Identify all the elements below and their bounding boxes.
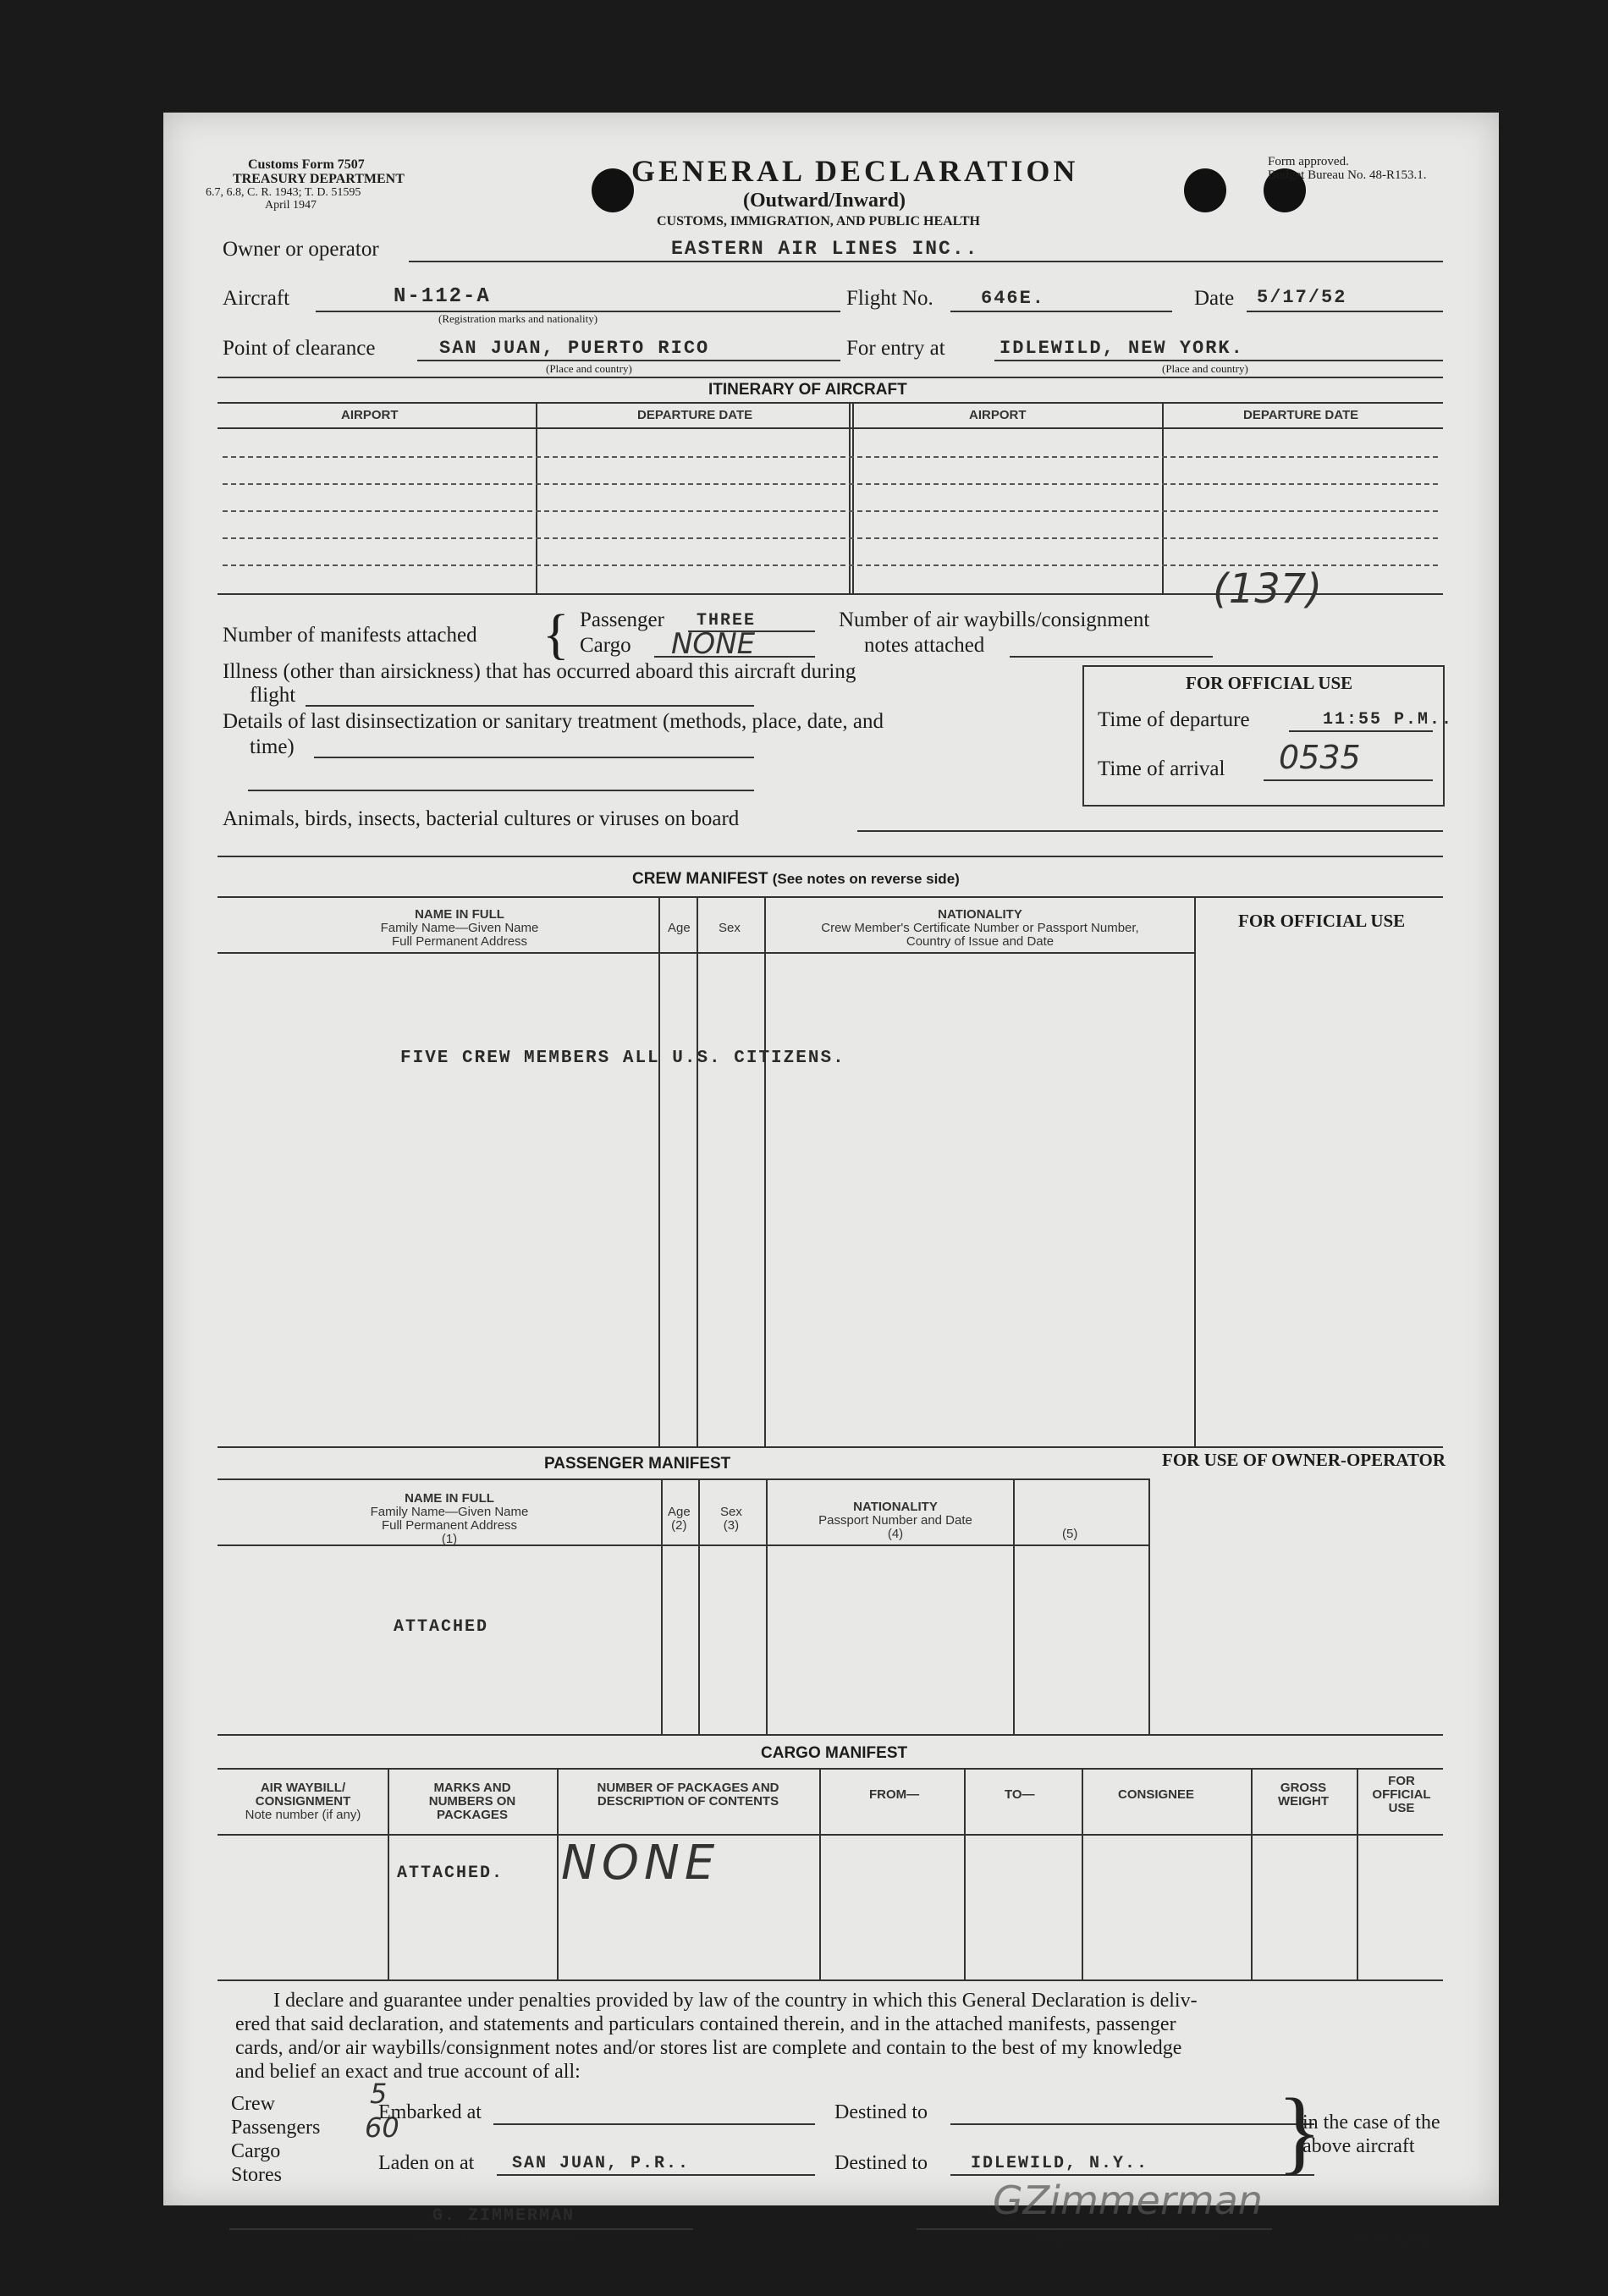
commander-signature: GZimmerman bbox=[993, 2178, 1263, 2223]
decl-destined-2: Destined to bbox=[834, 2152, 928, 2174]
itinerary-col-departure-1: DEPARTURE DATE bbox=[637, 408, 753, 422]
cargo-col-official: FOR OFFICIAL USE bbox=[1372, 1774, 1431, 1815]
decl-destined-1: Destined to bbox=[834, 2101, 928, 2123]
decl-laden: Laden on at bbox=[378, 2152, 475, 2174]
clearance-label: Point of clearance bbox=[223, 337, 376, 360]
manifests-label: Number of manifests attached bbox=[223, 624, 477, 647]
form-subsubtitle: CUSTOMS, IMMIGRATION, AND PUBLIC HEALTH bbox=[657, 214, 980, 228]
passenger-count: THREE bbox=[697, 611, 757, 630]
departure-value: 11:55 P.M.. bbox=[1323, 710, 1454, 730]
approval-line-1: Form approved. bbox=[1268, 155, 1349, 168]
form-title: GENERAL DECLARATION bbox=[631, 154, 1079, 188]
decl-crew-count: 5 bbox=[370, 2078, 388, 2110]
cargo-manifest-title: CARGO MANIFEST bbox=[761, 1744, 908, 1762]
crew-col-age: Age bbox=[668, 921, 691, 935]
arrival-label: Time of arrival bbox=[1098, 757, 1225, 780]
itinerary-col-airport-1: AIRPORT bbox=[341, 408, 399, 422]
form-date: April 1947 bbox=[265, 199, 317, 212]
owner-value: EASTERN AIR LINES INC.. bbox=[671, 238, 979, 260]
owner-label: Owner or operator bbox=[223, 238, 379, 261]
crew-entry: FIVE CREW MEMBERS ALL U.S. CITIZENS. bbox=[400, 1049, 845, 1068]
aircraft-label: Aircraft bbox=[223, 287, 290, 310]
aircraft-value: N-112-A bbox=[394, 285, 491, 308]
arrival-value: 0535 bbox=[1279, 739, 1361, 776]
cargo-count: NONE bbox=[671, 627, 756, 661]
commander-caption: (Name of aircraft commander) bbox=[417, 2230, 573, 2244]
clearance-value: SAN JUAN, PUERTO RICO bbox=[439, 338, 710, 359]
commander-name: G. ZIMMERMAN bbox=[432, 2206, 575, 2226]
cargo-col-to: TO— bbox=[1005, 1787, 1035, 1802]
decl-brace: } bbox=[1277, 2079, 1322, 2183]
cargo-label: Cargo bbox=[580, 634, 631, 657]
stamp-number: (137) bbox=[1213, 565, 1323, 613]
manifests-brace: { bbox=[542, 603, 570, 665]
entry-caption: (Place and country) bbox=[1162, 362, 1248, 375]
animals-label: Animals, birds, insects, bacterial cultures or viruses on board bbox=[223, 807, 740, 830]
declaration-line-2: ered that said declaration, and statements and particulars contained therein, and in the attached manifests, passenger bbox=[235, 2013, 1176, 2035]
decl-case-2: above aircraft bbox=[1302, 2135, 1415, 2157]
pass-col-sex: Sex (3) bbox=[720, 1505, 742, 1533]
pass-col-age: Age (2) bbox=[668, 1505, 691, 1533]
itinerary-col-departure-2: DEPARTURE DATE bbox=[1243, 408, 1359, 422]
departure-label: Time of departure bbox=[1098, 708, 1250, 731]
decl-passengers: Passengers bbox=[231, 2117, 321, 2139]
cargo-entry-hand: NONE bbox=[561, 1836, 720, 1891]
cargo-entry-typed: ATTACHED. bbox=[397, 1864, 504, 1883]
signature-caption: (Signature of aircraft commander) bbox=[1040, 2230, 1214, 2244]
official-use-title: FOR OFFICIAL USE bbox=[1186, 673, 1353, 693]
cargo-col-waybill: AIR WAYBILL/ CONSIGNMENT Note number (if any) bbox=[245, 1781, 361, 1822]
clearance-caption: (Place and country) bbox=[546, 362, 632, 375]
decl-stores: Stores bbox=[231, 2164, 282, 2186]
flight-value: 646E. bbox=[981, 288, 1046, 309]
form-subtitle: (Outward/Inward) bbox=[743, 190, 906, 212]
crew-col-nationality: NATIONALITY Crew Member's Certificate Number or Passport Number, Country of Issue and Date bbox=[821, 907, 1139, 949]
crew-col-sex: Sex bbox=[719, 921, 741, 935]
declaration-line-1: I declare and guarantee under penalties provided by law of the country in which this General Declaration is deliv- bbox=[273, 1990, 1198, 2012]
cargo-col-packages: NUMBER OF PACKAGES AND DESCRIPTION OF CONTENTS bbox=[597, 1781, 779, 1809]
approval-line-2: Budget Bureau No. 48-R153.1. bbox=[1268, 168, 1427, 182]
flight-label: Flight No. bbox=[846, 287, 933, 310]
illness-line-1: Illness (other than airsickness) that has occurred aboard this aircraft during bbox=[223, 660, 856, 683]
date-value: 5/17/52 bbox=[1257, 287, 1347, 308]
decl-cargo: Cargo bbox=[231, 2140, 281, 2162]
entry-value: IDLEWILD, NEW YORK. bbox=[999, 338, 1244, 359]
cargo-col-consignee: CONSIGNEE bbox=[1118, 1787, 1195, 1802]
form-number: Customs Form 7507 bbox=[248, 157, 365, 172]
itinerary-col-airport-2: AIRPORT bbox=[969, 408, 1027, 422]
crew-col-name: NAME IN FULL Family Name—Given Name Full Permanent Address bbox=[380, 907, 539, 949]
owner-operator-use: FOR USE OF OWNER-OPERATOR bbox=[1162, 1450, 1446, 1470]
crew-manifest-title: CREW MANIFEST (See notes on reverse side) bbox=[632, 870, 960, 888]
regulation: 6.7, 6.8, C. R. 1943; T. D. 51595 bbox=[206, 186, 361, 199]
date-label: Date bbox=[1194, 287, 1235, 310]
waybills-label-2: notes attached bbox=[864, 634, 985, 657]
pass-col-nationality: NATIONALITY Passport Number and Date (4) bbox=[818, 1500, 972, 1541]
crew-official-use: FOR OFFICIAL USE bbox=[1238, 911, 1406, 931]
declaration-line-3: cards, and/or air waybills/consignment notes and/or stores list are complete and contain to the best of my knowledge bbox=[235, 2037, 1182, 2059]
passenger-manifest-title: PASSENGER MANIFEST bbox=[544, 1455, 731, 1473]
cargo-col-from: FROM— bbox=[869, 1787, 920, 1802]
decl-case-1: in the case of the bbox=[1302, 2112, 1440, 2134]
entry-label: For entry at bbox=[846, 337, 945, 360]
disinsect-line-1: Details of last disinsectization or sanitary treatment (methods, place, date, and bbox=[223, 710, 884, 733]
passenger-label: Passenger bbox=[580, 608, 664, 631]
punch-hole-right bbox=[1184, 168, 1226, 212]
decl-laden-value: SAN JUAN, P.R.. bbox=[512, 2154, 691, 2173]
passenger-entry: ATTACHED bbox=[394, 1617, 489, 1637]
disinsect-line-2: time) bbox=[250, 735, 295, 758]
decl-destined-value: IDLEWILD, N.Y.. bbox=[971, 2154, 1149, 2173]
pass-col-name: NAME IN FULL Family Name—Given Name Full Permanent Address (1) bbox=[370, 1491, 529, 1546]
cargo-col-gross: GROSS WEIGHT bbox=[1278, 1781, 1329, 1809]
illness-line-2: flight bbox=[250, 684, 296, 707]
form-page bbox=[163, 113, 1499, 2244]
print-code: c6—16—52255-2 bbox=[1355, 2233, 1429, 2244]
aircraft-caption: (Registration marks and nationality) bbox=[438, 312, 598, 325]
decl-embarked: Embarked at bbox=[378, 2101, 482, 2123]
pass-col-5: (5) bbox=[1062, 1527, 1078, 1541]
cargo-col-marks: MARKS AND NUMBERS ON PACKAGES bbox=[428, 1781, 516, 1822]
department: TREASURY DEPARTMENT bbox=[233, 172, 405, 186]
declaration-line-4: and belief an exact and true account of all: bbox=[235, 2061, 581, 2083]
decl-passenger-count: 60 bbox=[365, 2112, 399, 2144]
itinerary-title: ITINERARY OF AIRCRAFT bbox=[708, 381, 907, 399]
punch-hole-left bbox=[592, 168, 634, 212]
waybills-label-1: Number of air waybills/consignment bbox=[839, 608, 1150, 631]
decl-crew: Crew bbox=[231, 2093, 275, 2115]
